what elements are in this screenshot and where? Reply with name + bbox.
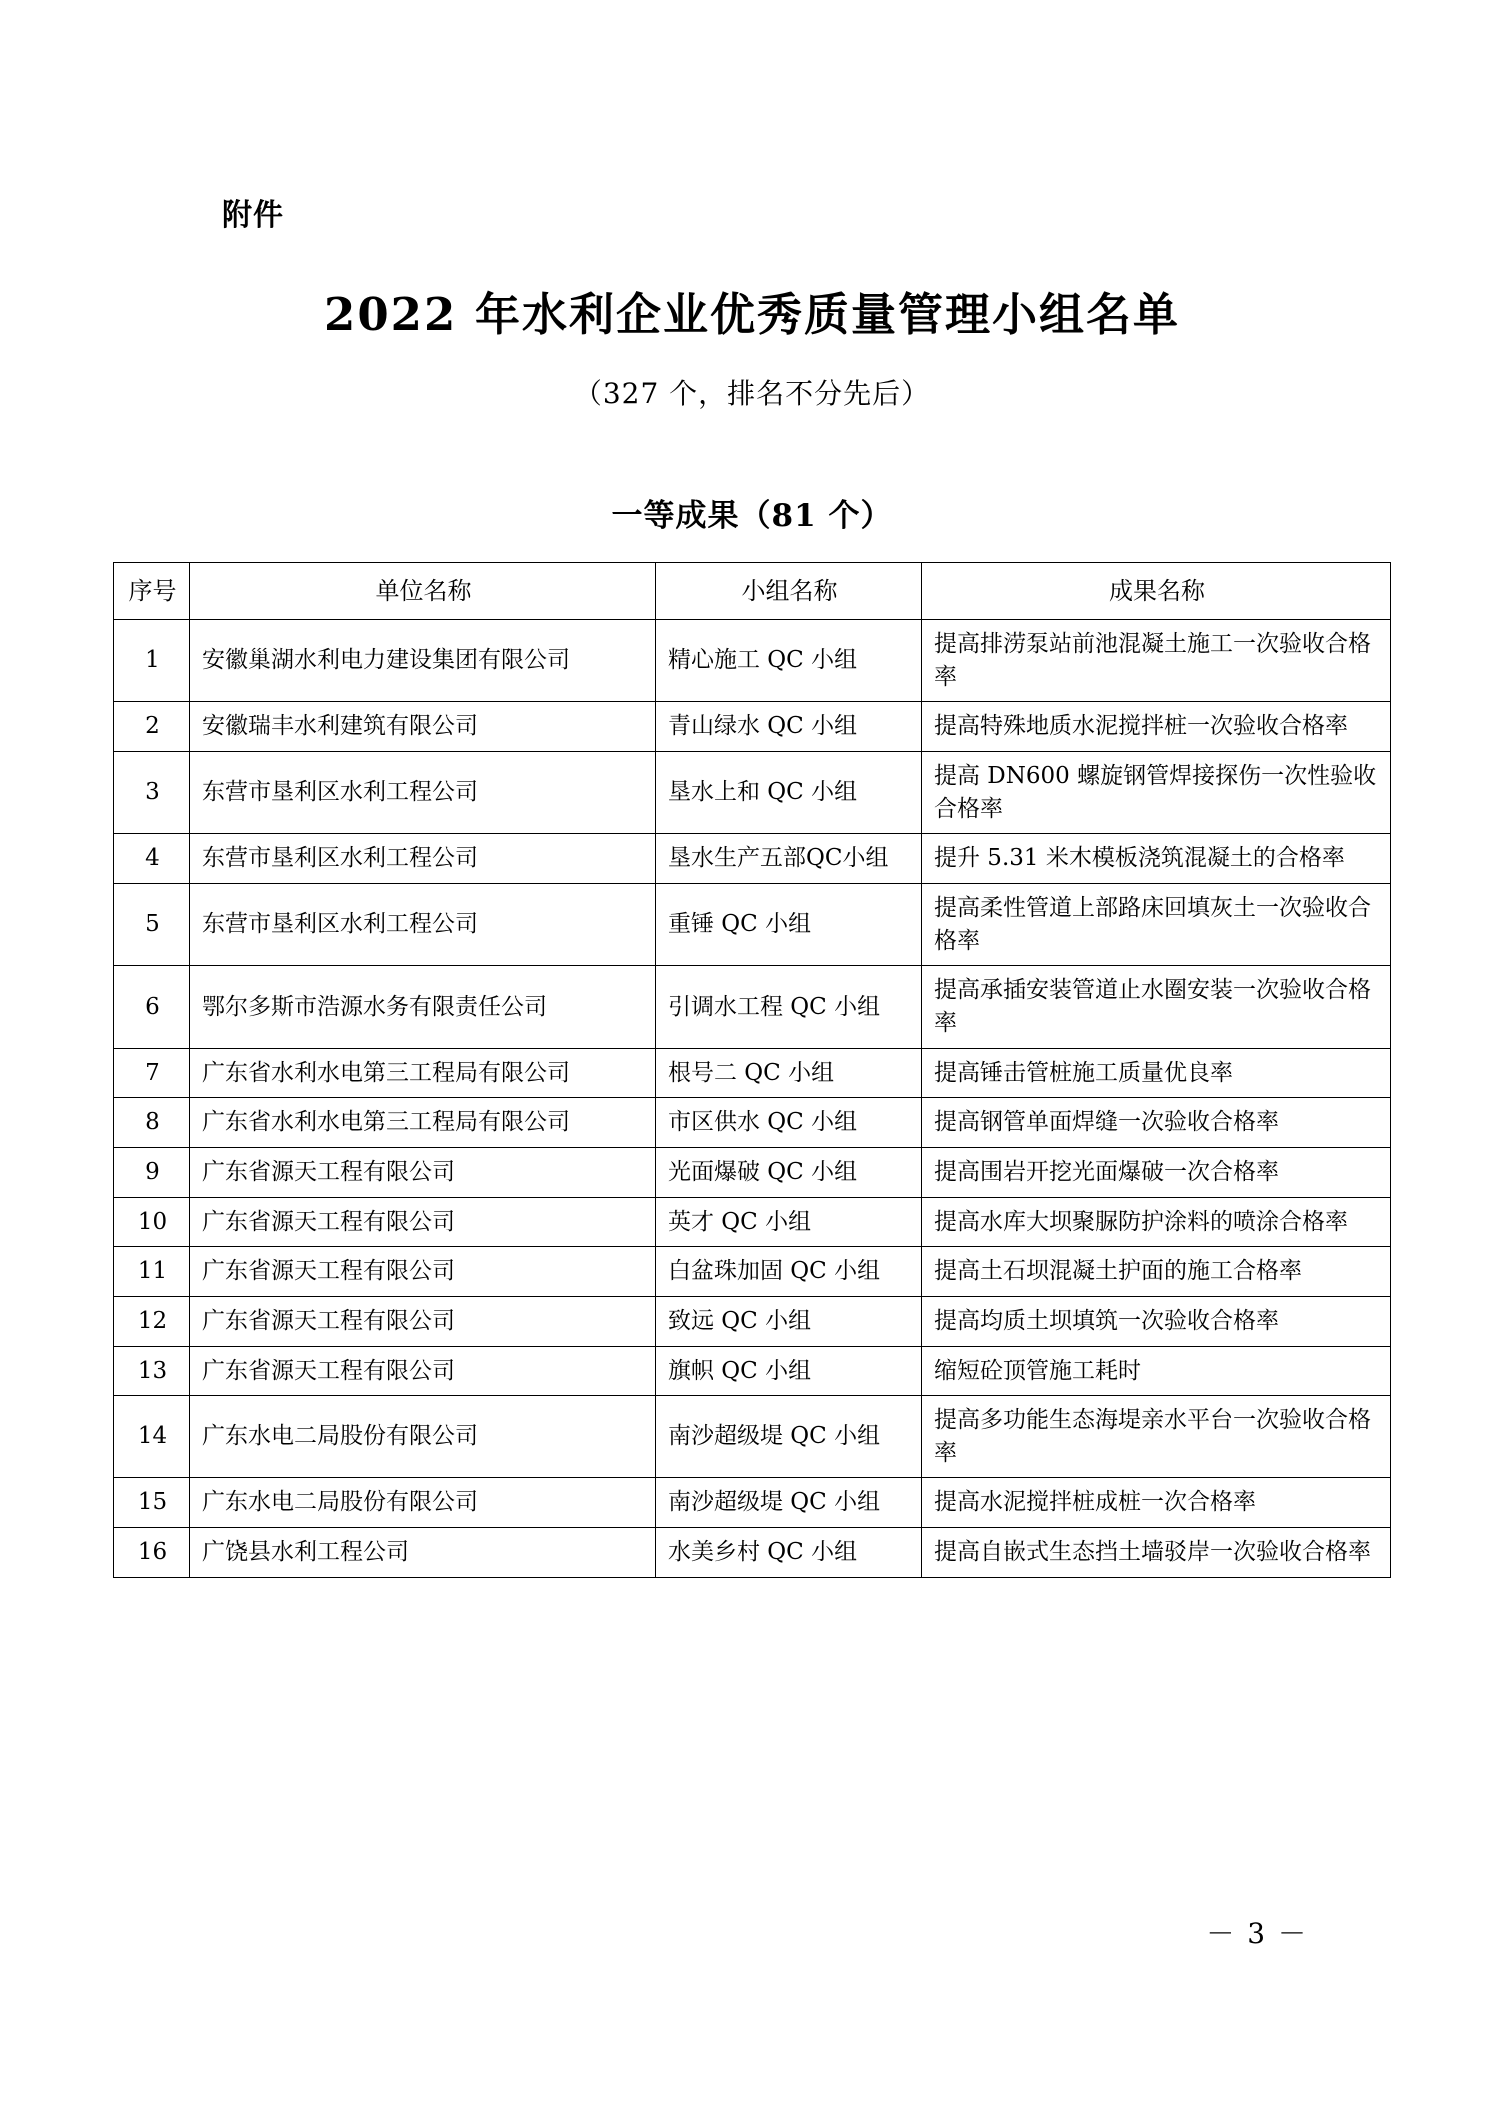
attachment-label: 附件 (222, 198, 284, 233)
cell-result: 提高 DN600 螺旋钢管焊接探伤一次性验收合格率 (922, 751, 1391, 833)
cell-team: 光面爆破 QC 小组 (656, 1147, 922, 1197)
cell-team: 精心施工 QC 小组 (656, 620, 922, 702)
cell-result: 提高水泥搅拌桩成桩一次合格率 (922, 1478, 1391, 1528)
column-header-team: 小组名称 (656, 563, 922, 620)
cell-team: 引调水工程 QC 小组 (656, 966, 922, 1048)
cell-index: 6 (114, 966, 190, 1048)
cell-unit: 东营市垦利区水利工程公司 (190, 883, 656, 965)
cell-team: 英才 QC 小组 (656, 1197, 922, 1247)
table-row (114, 1247, 1391, 1297)
cell-unit: 广东省源天工程有限公司 (190, 1247, 656, 1297)
table-row (114, 1296, 1391, 1346)
cell-index: 1 (114, 620, 190, 702)
cell-result: 提高均质土坝填筑一次验收合格率 (922, 1296, 1391, 1346)
table-row (114, 1098, 1391, 1148)
page-number: － 3 － (1206, 1917, 1308, 1950)
table-row (114, 1346, 1391, 1396)
table-row (114, 1478, 1391, 1528)
table-header-row (114, 563, 1391, 620)
table-row (114, 1396, 1391, 1478)
cell-index: 3 (114, 751, 190, 833)
cell-team: 白盆珠加固 QC 小组 (656, 1247, 922, 1297)
cell-result: 提高承插安装管道止水圈安装一次验收合格率 (922, 966, 1391, 1048)
cell-result: 提高围岩开挖光面爆破一次合格率 (922, 1147, 1391, 1197)
cell-unit: 东营市垦利区水利工程公司 (190, 751, 656, 833)
cell-result: 提高排涝泵站前池混凝土施工一次验收合格率 (922, 620, 1391, 702)
cell-team: 旗帜 QC 小组 (656, 1346, 922, 1396)
page-title: 2022 年水利企业优秀质量管理小组名单 (324, 288, 1180, 341)
cell-team: 垦水上和 QC 小组 (656, 751, 922, 833)
cell-index: 11 (114, 1247, 190, 1297)
cell-index: 14 (114, 1396, 190, 1478)
cell-team: 重锤 QC 小组 (656, 883, 922, 965)
table-row (114, 1147, 1391, 1197)
cell-index: 13 (114, 1346, 190, 1396)
cell-index: 9 (114, 1147, 190, 1197)
cell-team: 市区供水 QC 小组 (656, 1098, 922, 1148)
cell-result: 提高自嵌式生态挡土墙驳岸一次验收合格率 (922, 1528, 1391, 1578)
cell-result: 缩短砼顶管施工耗时 (922, 1346, 1391, 1396)
table-body (114, 620, 1391, 1578)
cell-team: 根号二 QC 小组 (656, 1048, 922, 1098)
cell-unit: 广东省水利水电第三工程局有限公司 (190, 1098, 656, 1148)
document-subtitle: （327 个，排名不分先后） (573, 377, 931, 410)
cell-index: 7 (114, 1048, 190, 1098)
cell-result: 提高钢管单面焊缝一次验收合格率 (922, 1098, 1391, 1148)
table-row (114, 751, 1391, 833)
cell-team: 南沙超级堤 QC 小组 (656, 1396, 922, 1478)
cell-unit: 广东省水利水电第三工程局有限公司 (190, 1048, 656, 1098)
cell-index: 2 (114, 702, 190, 752)
cell-unit: 东营市垦利区水利工程公司 (190, 834, 656, 884)
column-header-result: 成果名称 (922, 563, 1391, 620)
table-row (114, 966, 1391, 1048)
table-row (114, 620, 1391, 702)
cell-index: 5 (114, 883, 190, 965)
table-row (114, 1528, 1391, 1578)
cell-result: 提高多功能生态海堤亲水平台一次验收合格率 (922, 1396, 1391, 1478)
table-row (114, 834, 1391, 884)
cell-team: 垦水生产五部QC小组 (656, 834, 922, 884)
cell-index: 15 (114, 1478, 190, 1528)
cell-unit: 广东水电二局股份有限公司 (190, 1396, 656, 1478)
cell-result: 提高特殊地质水泥搅拌桩一次验收合格率 (922, 702, 1391, 752)
section-title: 一等成果（81 个） (611, 498, 893, 534)
cell-result: 提高土石坝混凝土护面的施工合格率 (922, 1247, 1391, 1297)
cell-unit: 安徽瑞丰水利建筑有限公司 (190, 702, 656, 752)
table-row (114, 883, 1391, 965)
cell-unit: 广东省源天工程有限公司 (190, 1346, 656, 1396)
table-header (114, 563, 1391, 620)
cell-team: 南沙超级堤 QC 小组 (656, 1478, 922, 1528)
cell-index: 16 (114, 1528, 190, 1578)
cell-index: 8 (114, 1098, 190, 1148)
cell-unit: 安徽巢湖水利电力建设集团有限公司 (190, 620, 656, 702)
cell-unit: 广饶县水利工程公司 (190, 1528, 656, 1578)
cell-result: 提高锤击管桩施工质量优良率 (922, 1048, 1391, 1098)
cell-unit: 广东省源天工程有限公司 (190, 1296, 656, 1346)
cell-unit: 广东省源天工程有限公司 (190, 1147, 656, 1197)
table-row (114, 1048, 1391, 1098)
cell-index: 4 (114, 834, 190, 884)
cell-index: 10 (114, 1197, 190, 1247)
column-header-unit: 单位名称 (190, 563, 656, 620)
cell-unit: 广东省源天工程有限公司 (190, 1197, 656, 1247)
cell-index: 12 (114, 1296, 190, 1346)
table-row (114, 702, 1391, 752)
cell-result: 提高水库大坝聚脲防护涂料的喷涂合格率 (922, 1197, 1391, 1247)
cell-team: 青山绿水 QC 小组 (656, 702, 922, 752)
table-row (114, 1197, 1391, 1247)
cell-unit: 广东水电二局股份有限公司 (190, 1478, 656, 1528)
cell-team: 致远 QC 小组 (656, 1296, 922, 1346)
column-header-index: 序号 (114, 563, 190, 620)
cell-unit: 鄂尔多斯市浩源水务有限责任公司 (190, 966, 656, 1048)
cell-result: 提升 5.31 米木模板浇筑混凝土的合格率 (922, 834, 1391, 884)
cell-result: 提高柔性管道上部路床回填灰土一次验收合格率 (922, 883, 1391, 965)
cell-team: 水美乡村 QC 小组 (656, 1528, 922, 1578)
quality-groups-table (113, 562, 1391, 1578)
